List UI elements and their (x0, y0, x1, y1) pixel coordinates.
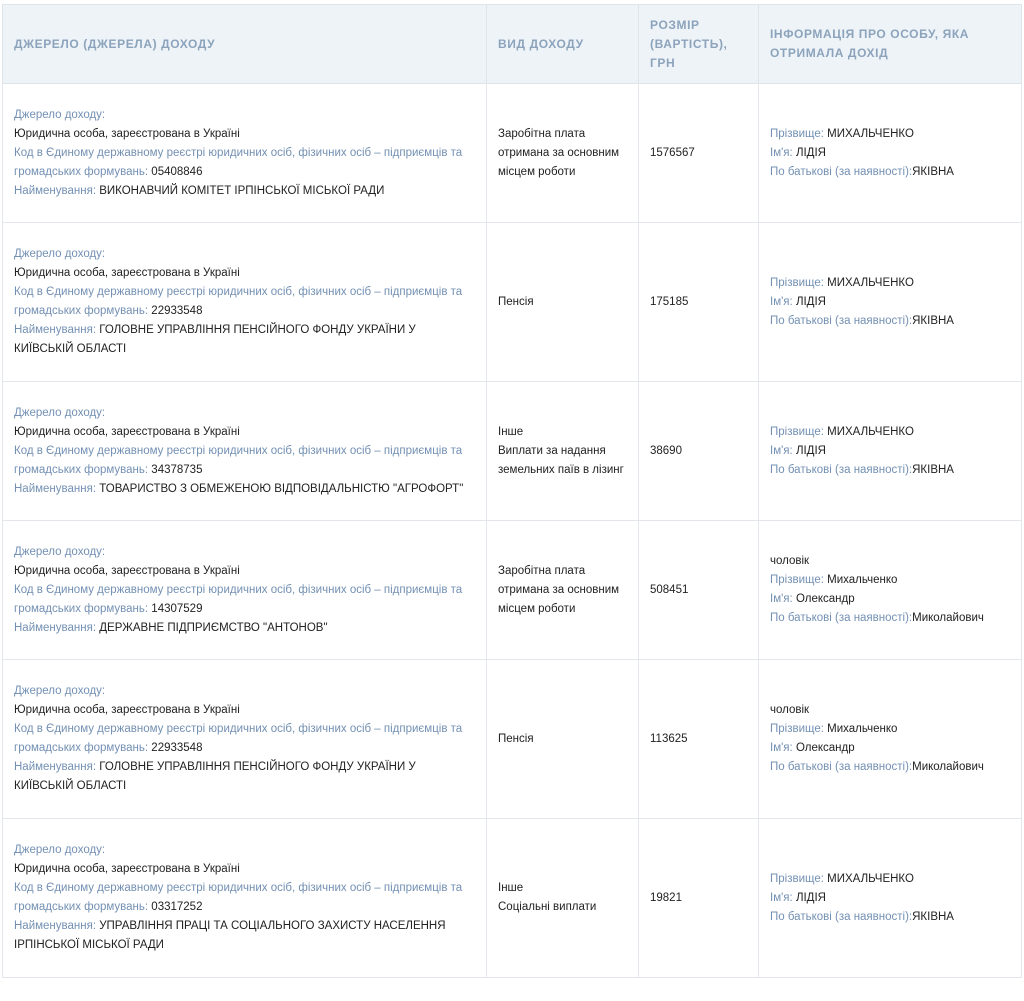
name-label: Найменування: (14, 184, 97, 197)
patronymic-label: По батькові (за наявності): (770, 612, 913, 624)
source-label: Джерело доходу: (14, 406, 106, 419)
table-row (3, 660, 1022, 819)
surname-label: Прізвище: (770, 574, 824, 586)
surname-label: Прізвище: (770, 276, 824, 289)
name-label: Найменування: (14, 324, 97, 336)
surname: Михальченко (827, 723, 898, 735)
surname: МИХАЛЬЧЕНКО (827, 425, 914, 438)
surname: МИХАЛЬЧЕНКО (827, 276, 914, 289)
source-cell (3, 382, 487, 521)
firstname-label: Ім'я: (770, 891, 793, 904)
organization-name: ГОЛОВНЕ УПРАВЛІННЯ ПЕНСІЙНОГО ФОНДУ УКРАЇНИ У КИЇВСЬКІЙ ОБЛАСТІ (14, 761, 416, 792)
code-label: Код в Єдиному державному реєстрі юридичних осіб, фізичних осіб – підприємців та громадських формувань: (14, 146, 463, 178)
code-label: Код в Єдиному державному реєстрі юридичних осіб, фізичних осіб – підприємців та громадських формувань: (14, 723, 463, 754)
source-type: Юридична особа, зареєстрована в Україні (14, 425, 240, 438)
organization-name: ДЕРЖАВНЕ ПІДПРИЄМСТВО "АНТОНОВ" (99, 621, 328, 634)
income-type-cell (487, 223, 639, 382)
firstname: ЛІДІЯ (795, 891, 826, 904)
income-amount: 1576567 (650, 146, 695, 159)
patronymic-label: По батькові (за наявності): (770, 463, 913, 476)
code-label: Код в Єдиному державному реєстрі юридичних осіб, фізичних осіб – підприємців та громадських формувань: (14, 286, 463, 317)
table-header-row (3, 5, 1022, 84)
firstname: ЛІДІЯ (795, 146, 826, 159)
income-type: Заробітна плата отримана за основним місцем роботи (498, 127, 620, 178)
source-type: Юридична особа, зареєстрована в Україні (14, 564, 240, 577)
source-type: Юридична особа, зареєстрована в Україні (14, 267, 240, 279)
patronymic: Миколайович (912, 761, 984, 773)
patronymic-label: По батькові (за наявності): (770, 910, 913, 923)
edrpou-code: 14307529 (151, 602, 203, 615)
surname-label: Прізвище: (770, 127, 824, 140)
source-label: Джерело доходу: (14, 844, 106, 856)
code-label: Код в Єдиному державному реєстрі юридичних осіб, фізичних осіб – підприємців та громадських формувань: (14, 444, 463, 476)
source-type: Юридична особа, зареєстрована в Україні (14, 863, 240, 875)
income-type-cell (487, 382, 639, 521)
firstname-label: Ім'я: (770, 295, 793, 308)
relation: чоловік (770, 555, 810, 567)
income-table-container (2, 4, 1021, 978)
person-cell (759, 223, 1022, 382)
amount-cell (639, 84, 759, 223)
source-cell (3, 84, 487, 223)
income-amount: 508451 (650, 583, 689, 596)
income-type: Пенсія (498, 295, 534, 308)
firstname-label: Ім'я: (770, 444, 793, 457)
name-label: Найменування: (14, 482, 97, 495)
firstname: Олександр (795, 593, 855, 605)
code-label: Код в Єдиному державному реєстрі юридичних осіб, фізичних осіб – підприємців та громадських формувань: (14, 882, 463, 913)
header-person: ІНФОРМАЦІЯ ПРО ОСОБУ, ЯКА ОТРИМАЛА ДОХІД (759, 5, 1022, 84)
header-income-type: ВИД ДОХОДУ (487, 5, 639, 84)
person-cell (759, 660, 1022, 819)
organization-name: УПРАВЛІННЯ ПРАЦІ ТА СОЦІАЛЬНОГО ЗАХИСТУ НАСЕЛЕННЯ ІРПІНСЬКОЇ МІСЬКОЇ РАДИ (14, 920, 446, 951)
source-label: Джерело доходу: (14, 248, 106, 260)
name-label: Найменування: (14, 761, 97, 773)
income-type: Інше (498, 425, 524, 438)
organization-name: ТОВАРИСТВО З ОБМЕЖЕНОЮ ВІДПОВІДАЛЬНІСТЮ "АГРОФОРТ" (99, 482, 464, 495)
income-type: Заробітна плата отримана за основним місцем роботи (498, 564, 620, 615)
patronymic: ЯКІВНА (912, 314, 954, 327)
firstname-label: Ім'я: (770, 742, 793, 754)
surname-label: Прізвище: (770, 425, 824, 438)
header-source: ДЖЕРЕЛО (ДЖЕРЕЛА) ДОХОДУ (3, 5, 487, 84)
source-type: Юридична особа, зареєстрована в Україні (14, 127, 240, 140)
edrpou-code: 05408846 (151, 165, 203, 178)
header-amount: РОЗМІР (ВАРТІСТЬ), ГРН (639, 5, 759, 84)
source-cell (3, 660, 487, 819)
amount-cell (639, 660, 759, 819)
source-cell (3, 223, 487, 382)
surname: Михальченко (827, 574, 898, 586)
patronymic: ЯКІВНА (912, 463, 954, 476)
table-row (3, 223, 1022, 382)
table-row (3, 819, 1022, 978)
income-type: Інше (498, 882, 524, 894)
income-amount: 19821 (650, 891, 682, 904)
person-cell (759, 521, 1022, 660)
income-type-cell (487, 819, 639, 978)
amount-cell (639, 521, 759, 660)
patronymic-label: По батькові (за наявності): (770, 314, 913, 327)
code-label: Код в Єдиному державному реєстрі юридичних осіб, фізичних осіб – підприємців та громадських формувань: (14, 583, 463, 615)
income-type-cell (487, 660, 639, 819)
name-label: Найменування: (14, 621, 97, 634)
income-type-cell (487, 521, 639, 660)
table-body (3, 84, 1022, 978)
surname-label: Прізвище: (770, 723, 824, 735)
firstname: Олександр (795, 742, 855, 754)
patronymic: ЯКІВНА (912, 165, 954, 178)
surname-label: Прізвище: (770, 872, 824, 885)
patronymic: ЯКІВНА (912, 910, 954, 923)
income-amount: 113625 (650, 732, 688, 745)
income-amount: 175185 (650, 295, 689, 308)
patronymic-label: По батькові (за наявності): (770, 165, 913, 178)
source-label: Джерело доходу: (14, 108, 106, 121)
amount-cell (639, 819, 759, 978)
income-amount: 38690 (650, 444, 682, 457)
name-label: Найменування: (14, 920, 97, 932)
firstname: ЛІДІЯ (795, 444, 826, 457)
patronymic-label: По батькові (за наявності): (770, 761, 913, 773)
firstname: ЛІДІЯ (795, 295, 826, 308)
edrpou-code: 03317252 (151, 901, 203, 913)
organization-name: ГОЛОВНЕ УПРАВЛІННЯ ПЕНСІЙНОГО ФОНДУ УКРАЇНИ У КИЇВСЬКІЙ ОБЛАСТІ (14, 324, 416, 355)
source-type: Юридична особа, зареєстрована в Україні (14, 704, 240, 716)
income-subtype: Виплати за надання земельних паїв в лізинг (498, 444, 624, 476)
edrpou-code: 22933548 (151, 305, 203, 317)
person-cell (759, 382, 1022, 521)
source-label: Джерело доходу: (14, 685, 106, 697)
relation: чоловік (770, 704, 810, 716)
edrpou-code: 34378735 (151, 463, 203, 476)
table-row (3, 84, 1022, 223)
amount-cell (639, 223, 759, 382)
income-table (2, 4, 1022, 978)
firstname-label: Ім'я: (770, 593, 793, 605)
amount-cell (639, 382, 759, 521)
table-row (3, 382, 1022, 521)
person-cell (759, 819, 1022, 978)
income-type-cell (487, 84, 639, 223)
firstname-label: Ім'я: (770, 146, 793, 159)
edrpou-code: 22933548 (151, 742, 203, 754)
income-type: Пенсія (498, 732, 534, 745)
surname: МИХАЛЬЧЕНКО (827, 127, 914, 140)
source-label: Джерело доходу: (14, 545, 106, 558)
surname: МИХАЛЬЧЕНКО (827, 872, 914, 885)
source-cell (3, 819, 487, 978)
table-row (3, 521, 1022, 660)
income-subtype: Соціальні виплати (498, 901, 597, 913)
organization-name: ВИКОНАВЧИЙ КОМІТЕТ ІРПІНСЬКОЇ МІСЬКОЇ РАДИ (99, 184, 385, 197)
person-cell (759, 84, 1022, 223)
source-cell (3, 521, 487, 660)
patronymic: Миколайович (912, 612, 984, 624)
